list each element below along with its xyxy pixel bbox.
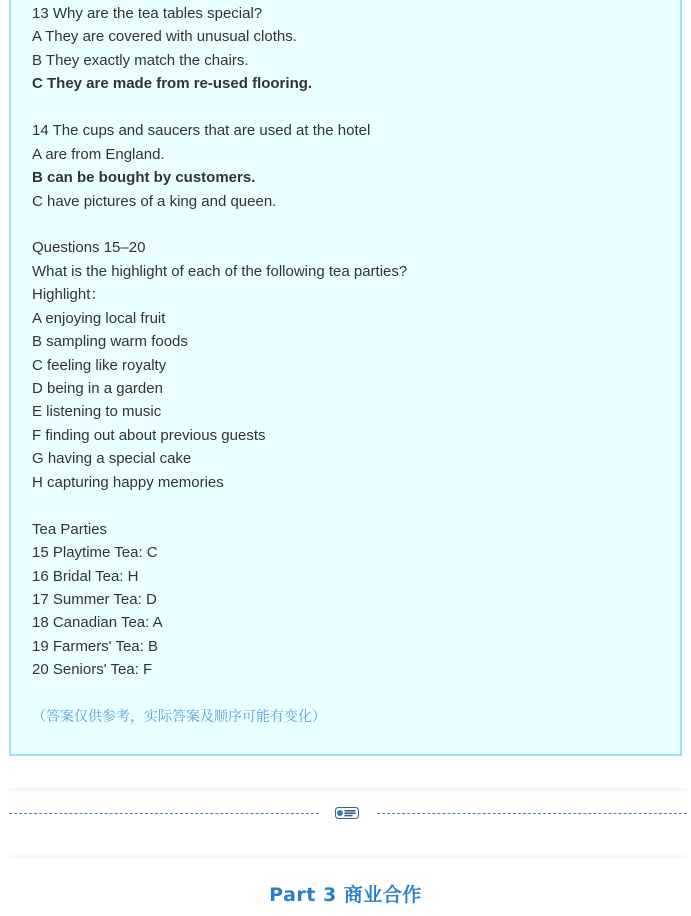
highlight-option: D being in a garden	[32, 380, 163, 397]
answer-lines	[32, 2, 672, 729]
option-14a: A are from England.	[32, 145, 165, 163]
highlight-option: H capturing happy memories	[32, 473, 224, 491]
spacer	[32, 213, 672, 236]
spacer	[32, 96, 672, 119]
separator-shadow-top	[9, 788, 687, 794]
dashed-divider-right	[377, 813, 687, 814]
tea-party-answer: 16 Bridal Tea: H	[32, 567, 139, 585]
tea-party-answer: 15 Playtime Tea: C	[32, 544, 158, 562]
spacer	[32, 494, 672, 517]
option-14c: C have pictures of a king and queen.	[32, 192, 277, 210]
dashed-divider-left	[9, 813, 319, 814]
section-separator	[9, 788, 687, 858]
highlight-option: E listening to music	[32, 403, 162, 421]
questions-15-20-prompt: What is the highlight of each of the following tea parties?	[32, 262, 408, 280]
spacer	[32, 682, 672, 705]
highlight-option: B sampling warm foods	[32, 333, 188, 351]
section-title: Part 3 商业合作	[269, 884, 422, 906]
brand-logo-icon	[335, 807, 359, 819]
tea-party-answer: 17 Summer Tea: D	[32, 590, 157, 608]
tea-party-answer: 20 Seniors' Tea: F	[32, 661, 153, 679]
tea-party-answer: 19 Farmers' Tea: B	[32, 637, 158, 655]
highlight-option: A enjoying local fruit	[32, 309, 166, 327]
highlight-option: C feeling like royalty	[32, 356, 167, 374]
answer-13c: C They are made from re-used flooring.	[32, 75, 313, 93]
option-13a: A They are covered with unusual cloths.	[32, 28, 297, 46]
answer-disclaimer-note: （答案仅供参考，实际答案及顺序可能有变化）	[32, 708, 326, 725]
highlight-label: Highlight：	[32, 286, 106, 304]
tea-parties-label: Tea Parties	[32, 520, 108, 538]
highlight-option: F finding out about previous guests	[32, 426, 266, 444]
option-13b: B They exactly match the chairs.	[32, 51, 249, 69]
answer-14b: B can be bought by customers.	[32, 169, 256, 187]
separator-shadow-bottom	[9, 852, 687, 858]
answer-box	[9, 0, 682, 756]
highlight-option: G having a special cake	[32, 450, 192, 468]
tea-party-answer: 18 Canadian Tea: A	[32, 614, 163, 632]
question-13: 13 Why are the tea tables special?	[32, 5, 263, 22]
questions-15-20-heading: Questions 15–20	[32, 239, 146, 257]
question-14: 14 The cups and saucers that are used at the hotel	[32, 122, 371, 140]
